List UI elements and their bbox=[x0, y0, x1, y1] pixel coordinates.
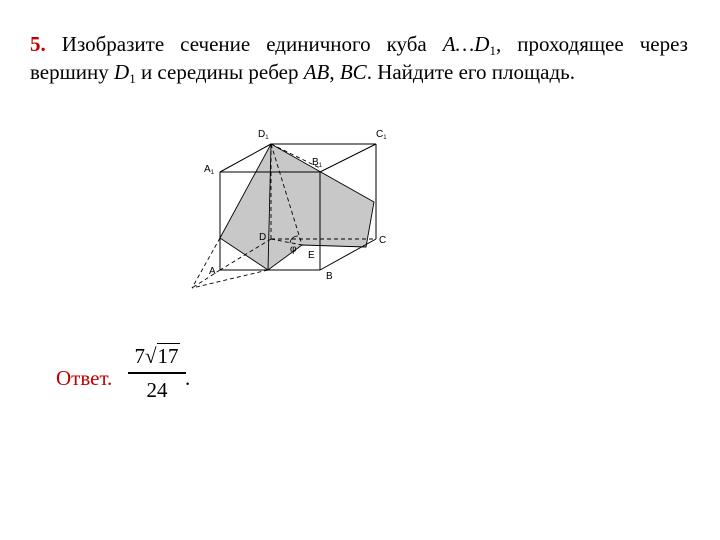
extension-line-2 bbox=[192, 270, 268, 288]
label-d: D bbox=[259, 232, 267, 243]
problem-statement bbox=[30, 30, 688, 86]
fraction-denominator: 24 bbox=[146, 377, 168, 402]
vertex-subscript: 1 bbox=[129, 71, 136, 86]
answer-end-mark: . bbox=[185, 366, 191, 390]
label-c1: $C_1$ bbox=[376, 129, 387, 141]
problem-number: 5. bbox=[30, 32, 46, 56]
label-d1: $D_1$ bbox=[258, 129, 269, 141]
label-a: A bbox=[209, 266, 216, 277]
problem-text-part1: Изобразите сечение единичного куба bbox=[45, 32, 443, 56]
section-polygon bbox=[220, 144, 374, 270]
edge-b1c1 bbox=[320, 144, 376, 172]
numerator-coefficient: 7 bbox=[134, 344, 145, 368]
radical-sign-icon: √ bbox=[144, 344, 157, 368]
edge-separator: , bbox=[329, 60, 340, 84]
cube-name: A…D bbox=[442, 32, 490, 56]
problem-text-part4: . Найдите его площадь. bbox=[366, 60, 575, 84]
radicand: 17 bbox=[157, 344, 179, 368]
extension-line-1 bbox=[192, 238, 220, 288]
edge-ab: AB bbox=[303, 60, 330, 84]
square-root bbox=[145, 343, 180, 369]
label-c: C bbox=[379, 235, 387, 246]
extension-line-3 bbox=[192, 270, 220, 288]
cube-section-figure bbox=[180, 122, 400, 297]
label-a1: $A_1$ bbox=[204, 164, 215, 176]
vertex-name: D bbox=[114, 60, 130, 84]
fraction-numerator bbox=[126, 342, 188, 370]
label-b1: $B_1$ bbox=[312, 157, 323, 169]
edge-bc: BC bbox=[339, 60, 367, 84]
answer-fraction bbox=[126, 342, 191, 403]
fraction-bar bbox=[128, 372, 186, 374]
label-e: E bbox=[308, 250, 315, 261]
problem-text-part3: и середины ребер bbox=[135, 60, 304, 84]
label-b: B bbox=[326, 271, 333, 282]
problem-text-part2: , проходящее через вершину bbox=[30, 32, 688, 84]
cube-diagram bbox=[180, 122, 400, 297]
answer-label: Ответ. bbox=[56, 366, 113, 390]
cube-name-subscript: 1 bbox=[489, 43, 496, 58]
label-phi: φ bbox=[290, 244, 297, 255]
